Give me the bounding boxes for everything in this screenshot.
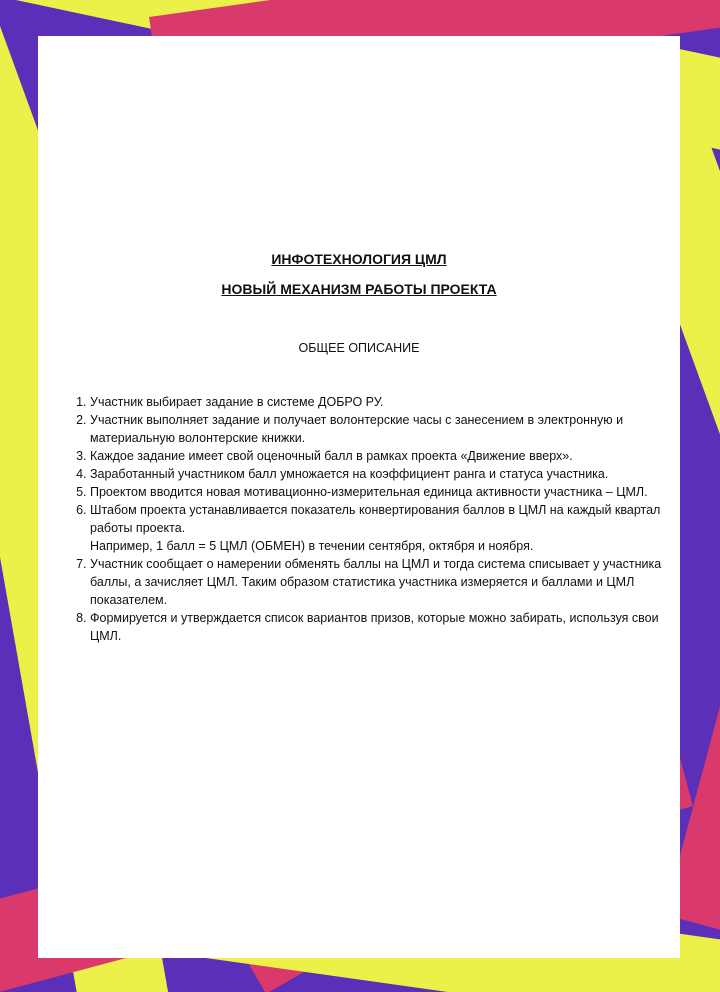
document-title: ИНФОТЕХНОЛОГИЯ ЦМЛ bbox=[271, 251, 447, 267]
list-item: 7. Участник сообщает о намерении обменять баллы на ЦМЛ и тогда система списывает у участника баллы, а зачисляет ЦМЛ. Таким образом статистика участника измеряется и баллами и ЦМЛ показателем. bbox=[90, 555, 675, 609]
list-item-note: Например, 1 балл = 5 ЦМЛ (ОБМЕН) в течении сентября, октября и ноября. bbox=[90, 539, 534, 553]
list-item: 4. Заработанный участником балл умножается на коэффициент ранга и статуса участника. bbox=[90, 465, 675, 483]
description-list bbox=[70, 393, 675, 645]
list-item: 3. Каждое задание имеет свой оценочный балл в рамках проекта «Движение вверх». bbox=[90, 447, 675, 465]
list-item bbox=[90, 501, 675, 555]
list-item: 2. Участник выполняет задание и получает волонтерские часы с занесением в электронную и материальную волонтерские книжки. bbox=[90, 411, 675, 447]
list-item: 8. Формируется и утверждается список вариантов призов, которые можно забирать, используя свои ЦМЛ. bbox=[90, 609, 675, 645]
list-item-text: Штабом проекта устанавливается показатель конвертирования баллов в ЦМЛ на каждый квартал работы проекта. bbox=[90, 503, 661, 535]
list-item: 5. Проектом вводится новая мотивационно-измерительная единица активности участника – ЦМЛ. bbox=[90, 483, 675, 501]
document-page bbox=[38, 36, 680, 958]
list-item: 1. Участник выбирает задание в системе ДОБРО РУ. bbox=[90, 393, 675, 411]
section-heading: ОБЩЕЕ ОПИСАНИЕ bbox=[298, 341, 420, 355]
document-subtitle: НОВЫЙ МЕХАНИЗМ РАБОТЫ ПРОЕКТА bbox=[221, 281, 497, 297]
